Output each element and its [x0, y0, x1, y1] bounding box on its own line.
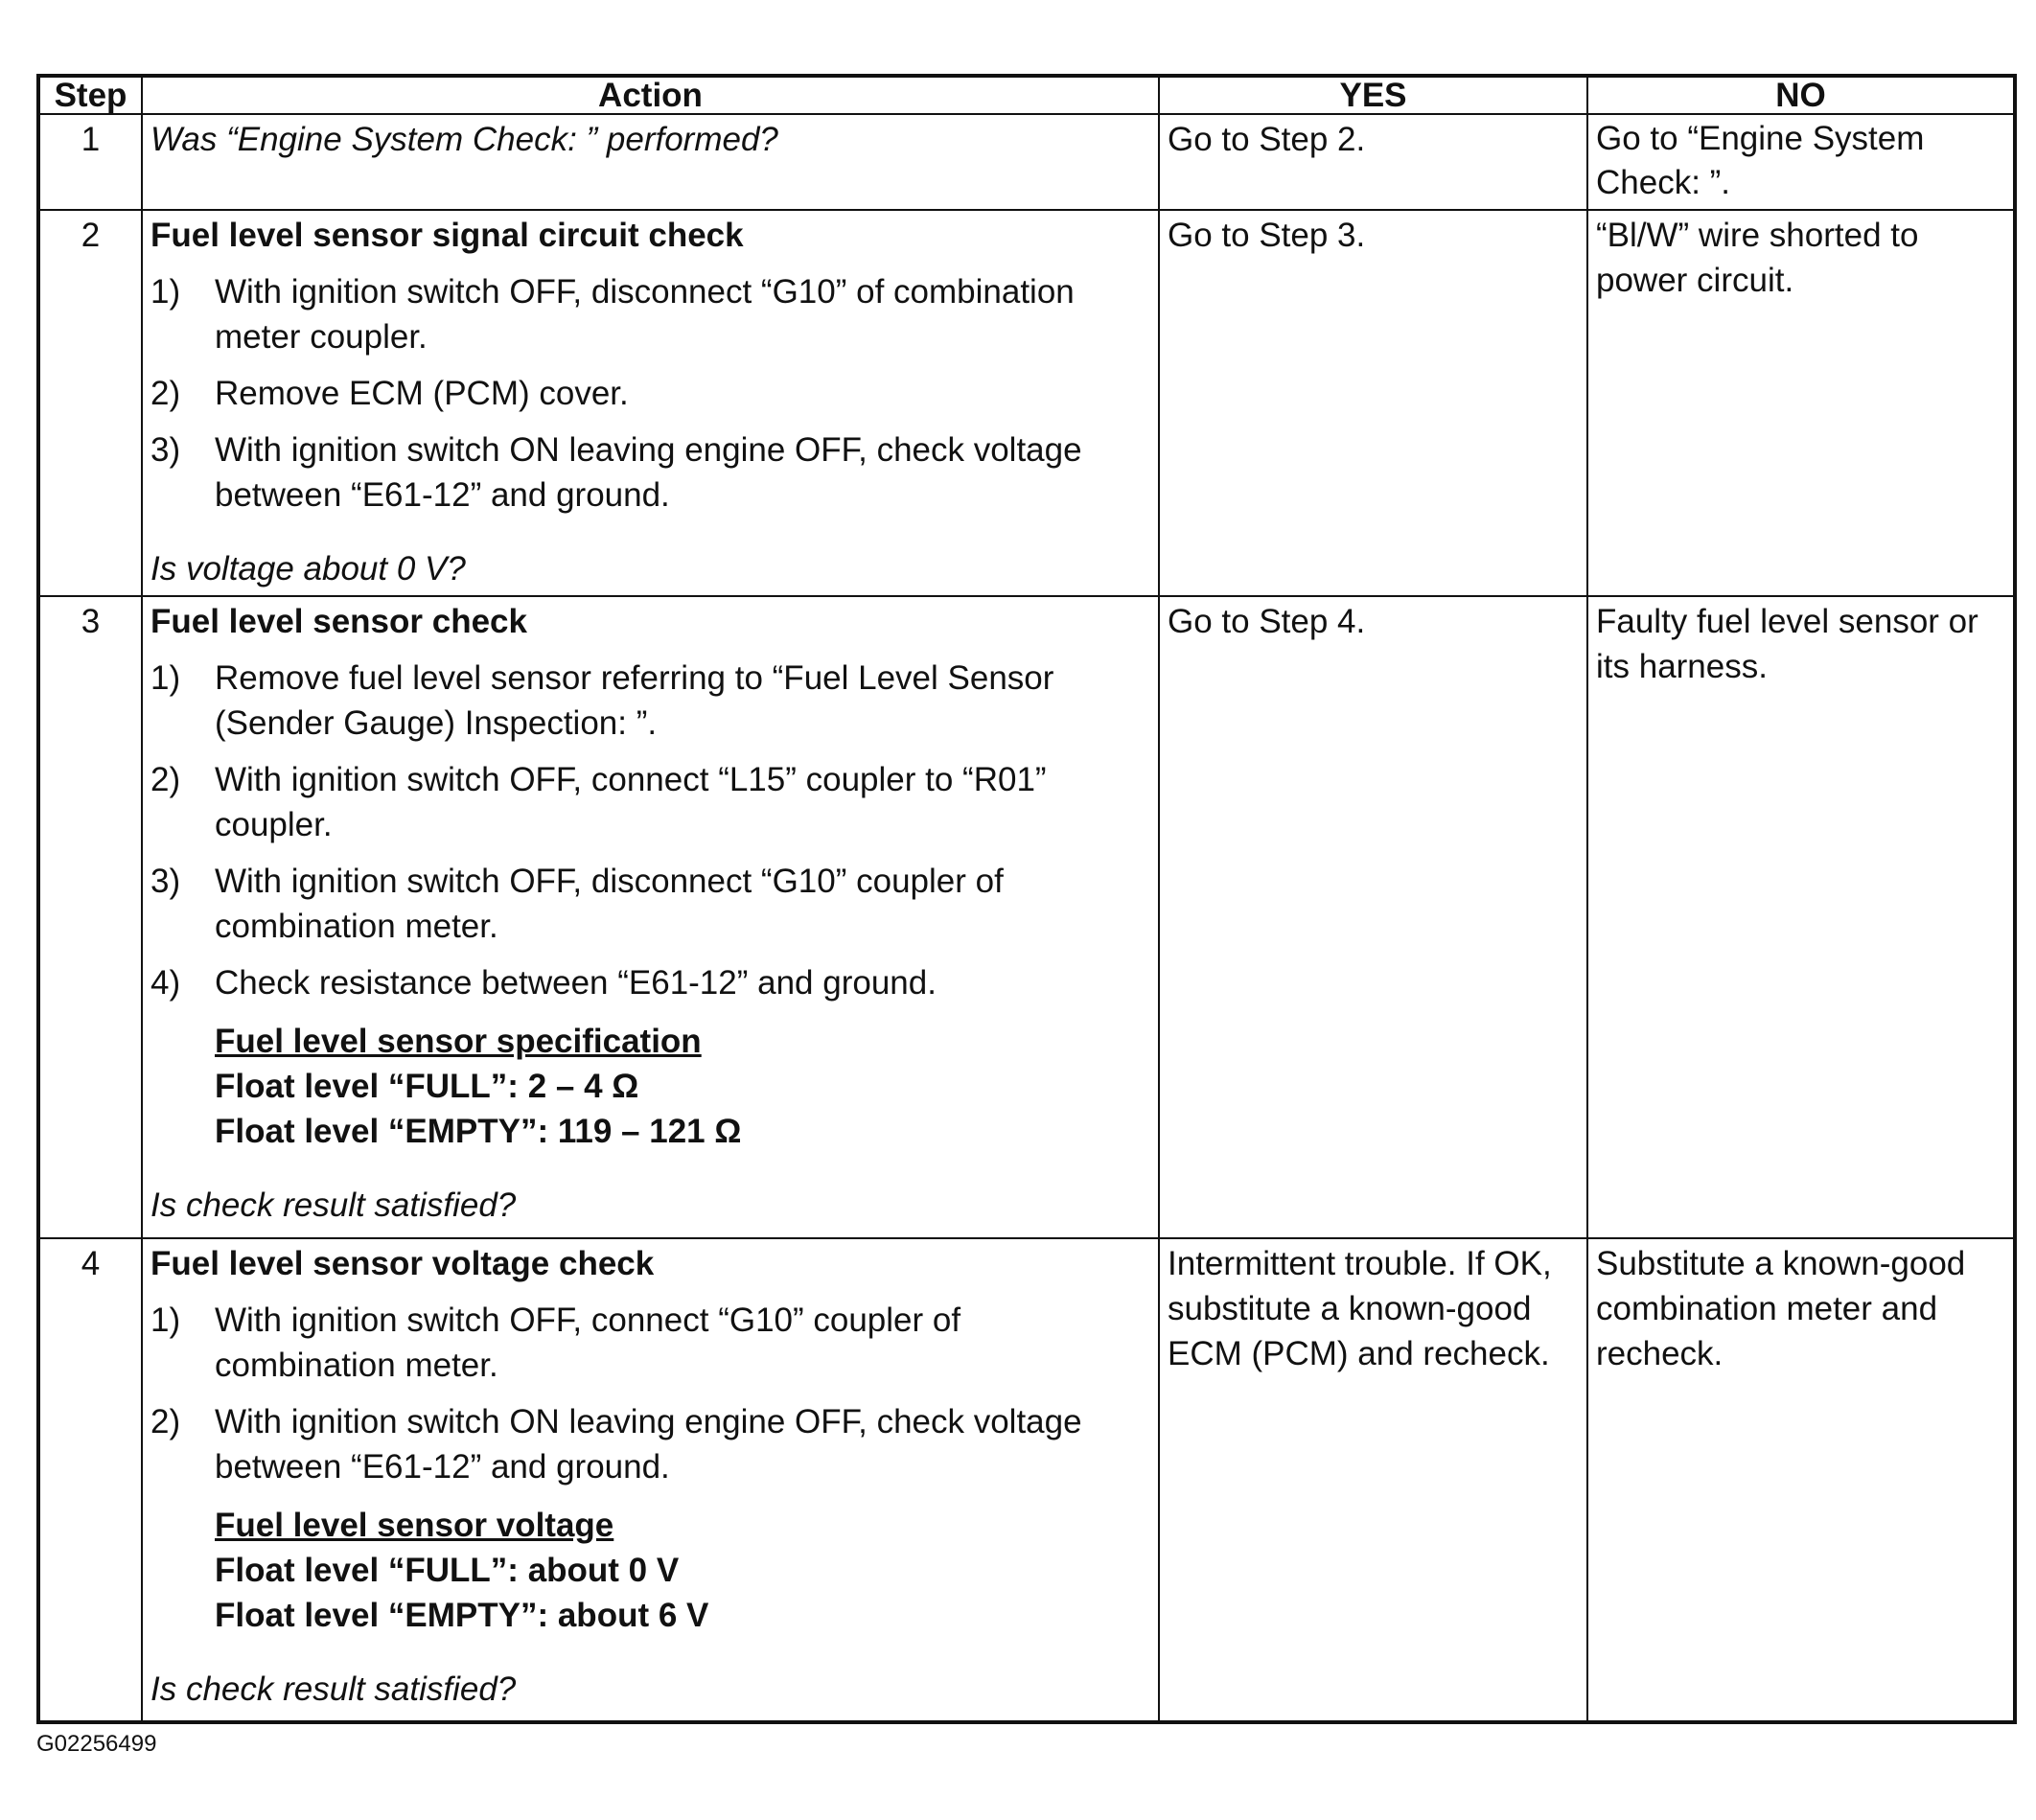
action-cell	[142, 210, 1159, 596]
action-title: Fuel level sensor voltage check	[150, 1245, 655, 1282]
no-cell: Faulty fuel level sensor or its harness.	[1587, 596, 2015, 1238]
action-cell	[142, 114, 1159, 210]
no-cell: “Bl/W” wire shorted to power circuit.	[1587, 210, 2015, 596]
item-number: 2)	[150, 375, 181, 412]
action-cell	[142, 1238, 1159, 1722]
procedure-item	[150, 1298, 1150, 1388]
specification-block	[150, 1019, 1150, 1154]
table-row	[38, 1238, 2015, 1722]
header-yes: YES	[1159, 76, 1587, 114]
item-number: 3)	[150, 431, 181, 469]
action-cell	[142, 596, 1159, 1238]
item-number: 4)	[150, 964, 181, 1002]
procedure-item	[150, 371, 1150, 416]
yes-cell: Go to Step 3.	[1159, 210, 1587, 596]
table-row	[38, 210, 2015, 596]
item-text: With ignition switch ON leaving engine OFF, check voltage between “E61-12” and ground.	[215, 431, 1082, 514]
diagnostic-table	[36, 74, 2017, 1724]
item-text: Check resistance between “E61-12” and ground.	[215, 964, 937, 1002]
spec-line: Float level “EMPTY”: about 6 V	[215, 1597, 709, 1634]
procedure-item	[150, 757, 1150, 847]
yes-cell: Go to Step 2.	[1159, 114, 1587, 210]
action-question: Was “Engine System Check: ” performed?	[150, 121, 778, 158]
action-title: Fuel level sensor check	[150, 603, 527, 640]
step-number: 2	[38, 210, 142, 596]
item-text: Remove fuel level sensor referring to “Fuel Level Sensor (Sender Gauge) Inspection: ”.	[215, 659, 1054, 742]
header-action: Action	[142, 76, 1159, 114]
item-text: With ignition switch OFF, connect “L15” coupler to “R01” coupler.	[215, 761, 1047, 843]
item-number: 1)	[150, 273, 181, 311]
yes-cell: Intermittent trouble. If OK, substitute a known-good ECM (PCM) and recheck.	[1159, 1238, 1587, 1722]
step-number: 3	[38, 596, 142, 1238]
spec-title: Fuel level sensor voltage	[215, 1507, 614, 1544]
header-step: Step	[38, 76, 142, 114]
procedure-list	[150, 269, 1150, 518]
no-cell: Go to “Engine System Check: ”.	[1587, 114, 2015, 210]
header-no: NO	[1587, 76, 2015, 114]
procedure-item	[150, 859, 1150, 949]
spec-line: Float level “FULL”: about 0 V	[215, 1552, 680, 1589]
action-question: Is voltage about 0 V?	[150, 550, 466, 587]
item-text: With ignition switch ON leaving engine OFF, check voltage between “E61-12” and ground.	[215, 1403, 1082, 1486]
procedure-item	[150, 656, 1150, 746]
spec-line: Float level “EMPTY”: 119 – 121 Ω	[215, 1113, 742, 1150]
procedure-item	[150, 269, 1150, 359]
item-number: 1)	[150, 1302, 181, 1339]
item-text: With ignition switch OFF, connect “G10” coupler of combination meter.	[215, 1302, 961, 1384]
table-row	[38, 114, 2015, 210]
action-title: Fuel level sensor signal circuit check	[150, 217, 744, 254]
yes-cell: Go to Step 4.	[1159, 596, 1587, 1238]
spec-title: Fuel level sensor specification	[215, 1023, 702, 1060]
step-number: 1	[38, 114, 142, 210]
item-number: 2)	[150, 761, 181, 798]
action-question: Is check result satisfied?	[150, 1670, 517, 1708]
procedure-list	[150, 656, 1150, 1005]
item-number: 3)	[150, 863, 181, 900]
table-row	[38, 596, 2015, 1238]
item-text: With ignition switch OFF, disconnect “G10” coupler of combination meter.	[215, 863, 1004, 945]
step-number: 4	[38, 1238, 142, 1722]
no-cell: Substitute a known-good combination meter and recheck.	[1587, 1238, 2015, 1722]
item-text: With ignition switch OFF, disconnect “G10” of combination meter coupler.	[215, 273, 1075, 356]
spec-line: Float level “FULL”: 2 – 4 Ω	[215, 1068, 639, 1105]
specification-block	[150, 1503, 1150, 1638]
procedure-list	[150, 1298, 1150, 1489]
item-text: Remove ECM (PCM) cover.	[215, 375, 629, 412]
header-row	[38, 76, 2015, 114]
procedure-item	[150, 960, 1150, 1005]
item-number: 2)	[150, 1403, 181, 1440]
item-number: 1)	[150, 659, 181, 697]
action-question: Is check result satisfied?	[150, 1186, 517, 1224]
procedure-item	[150, 427, 1150, 518]
procedure-item	[150, 1399, 1150, 1489]
figure-code: G02256499	[36, 1731, 157, 1757]
